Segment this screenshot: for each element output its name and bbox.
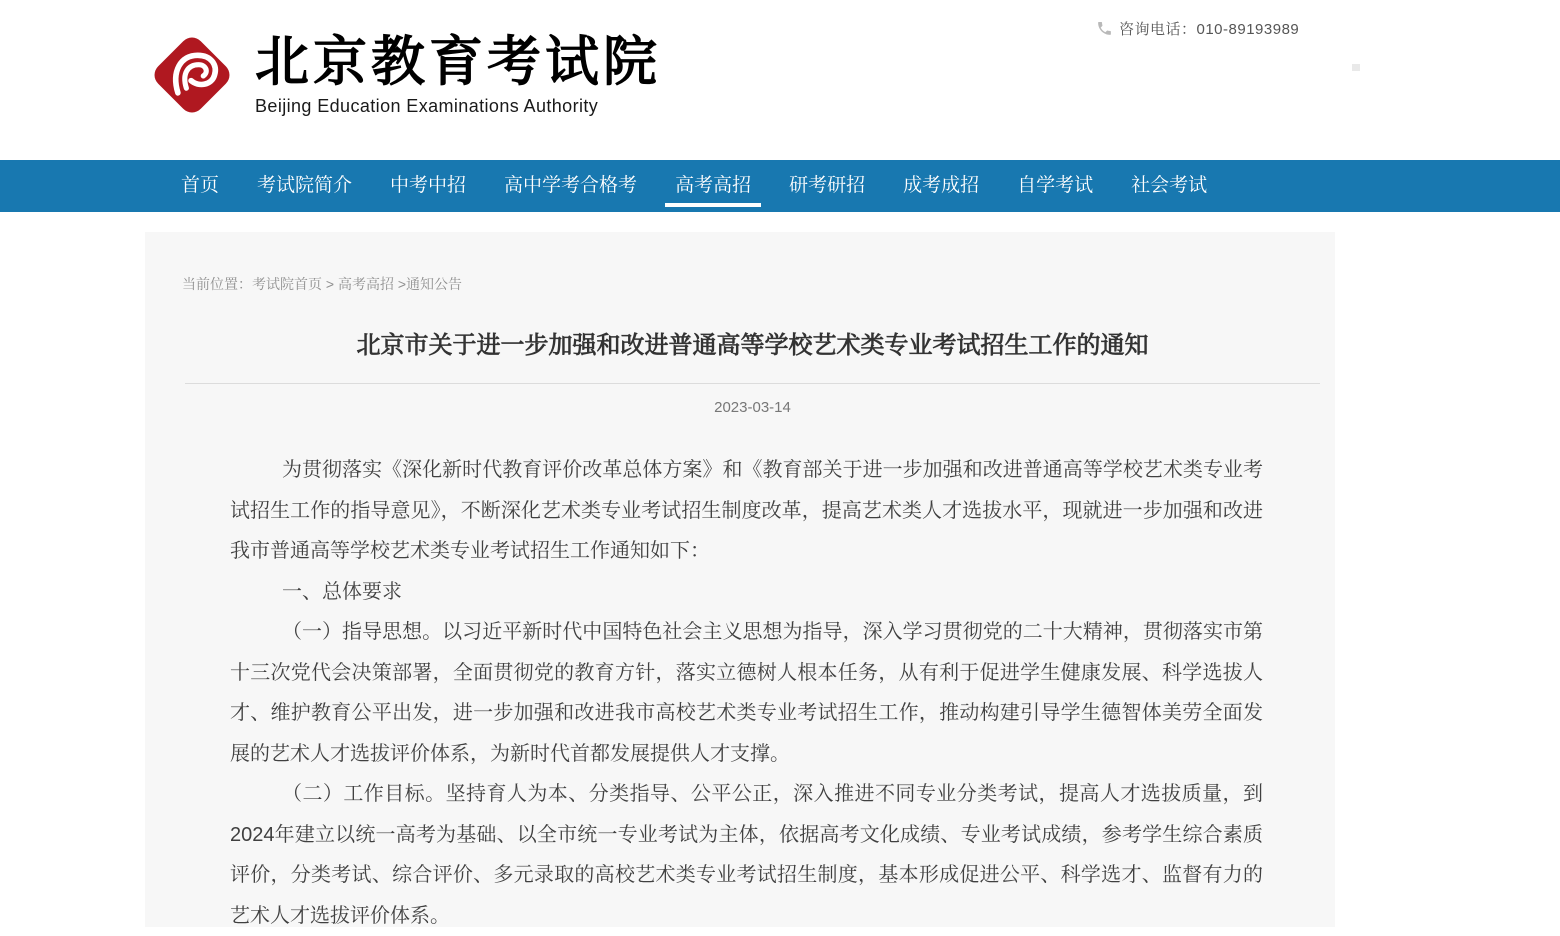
decorative-mark xyxy=(1352,64,1360,71)
bea-logo-icon xyxy=(145,28,239,122)
logo-text xyxy=(255,28,661,117)
breadcrumb-link-0[interactable]: 考试院首页 xyxy=(252,276,322,292)
phone-label: 咨询电话：010-89193989 xyxy=(1119,21,1300,38)
breadcrumb xyxy=(182,274,1335,294)
nav-bar xyxy=(0,160,1560,212)
paragraph-1: 一、总体要求 xyxy=(282,580,402,603)
nav-item-8[interactable]: 社会考试 xyxy=(1131,175,1208,196)
breadcrumb-separator: > xyxy=(322,276,338,292)
site-logo[interactable] xyxy=(145,28,661,122)
page-title: 北京市关于进一步加强和改进普通高等学校艺术类专业考试招生工作的通知 xyxy=(356,332,1149,359)
nav-item-7[interactable]: 自学考试 xyxy=(1017,175,1094,196)
nav-item-3[interactable]: 高中学考合格考 xyxy=(504,175,638,196)
article-body xyxy=(185,450,1320,936)
nav-item-2[interactable]: 中考中招 xyxy=(390,175,467,196)
nav-item-5[interactable]: 研考研招 xyxy=(789,175,866,196)
nav-item-0[interactable]: 首页 xyxy=(181,175,220,196)
consult-phone xyxy=(1096,18,1299,39)
breadcrumb-label: 当前位置： xyxy=(182,276,252,292)
logo-subtitle: Beijing Education Examinations Authority xyxy=(255,96,599,116)
nav-item-1[interactable]: 考试院简介 xyxy=(257,175,353,196)
nav-item-4[interactable]: 高考高招 xyxy=(656,160,770,212)
breadcrumb-link-2[interactable]: 通知公告 xyxy=(406,276,463,292)
title-divider xyxy=(185,383,1320,384)
article xyxy=(185,331,1320,936)
breadcrumb-links xyxy=(252,276,462,292)
paragraph-2: （一）指导思想。以习近平新时代中国特色社会主义思想为指导，深入学习贯彻党的二十大精神，贯彻落实市第十三次党代会决策部署，全面贯彻党的教育方针，落实立德树人根本任务，从有利于促进学生健康发展、科学选拔人才、维护教育公平出发，进一步加强和改进我市高校艺术类专业考试招生工作，推动构建引导学生德智体美劳全面发展的艺术人才选拔评价体系，为新时代首都发展提供人才支撑。 xyxy=(230,621,1263,765)
content-panel xyxy=(145,232,1335,927)
page-header xyxy=(0,0,1560,160)
paragraph-0: 为贯彻落实《深化新时代教育评价改革总体方案》和《教育部关于进一步加强和改进普通高等学校艺术类专业考试招生工作的指导意见》，不断深化艺术类专业考试招生制度改革，提高艺术类人才选拔水平，现就进一步加强和改进我市普通高等学校艺术类专业考试招生工作通知如下： xyxy=(230,459,1263,562)
phone-icon xyxy=(1096,20,1113,37)
publish-date: 2023-03-14 xyxy=(714,399,791,416)
breadcrumb-separator: > xyxy=(393,276,407,292)
nav-item-6[interactable]: 成考成招 xyxy=(903,175,980,196)
paragraph-3: （二）工作目标。坚持育人为本、分类指导、公平公正，深入推进不同专业分类考试，提高人才选拔质量，到2024年建立以统一高考为基础、以全市统一专业考试为主体，依据高考文化成绩、专业考试成绩，参考学生综合素质评价，分类考试、综合评价、多元录取的高校艺术类专业考试招生制度，基本形成促进公平、科学选才、监督有力的艺术人才选拔评价体系。 xyxy=(230,783,1263,927)
logo-title: 北京教育考试院 xyxy=(255,29,661,93)
breadcrumb-link-1[interactable]: 高考高招 xyxy=(337,276,394,292)
